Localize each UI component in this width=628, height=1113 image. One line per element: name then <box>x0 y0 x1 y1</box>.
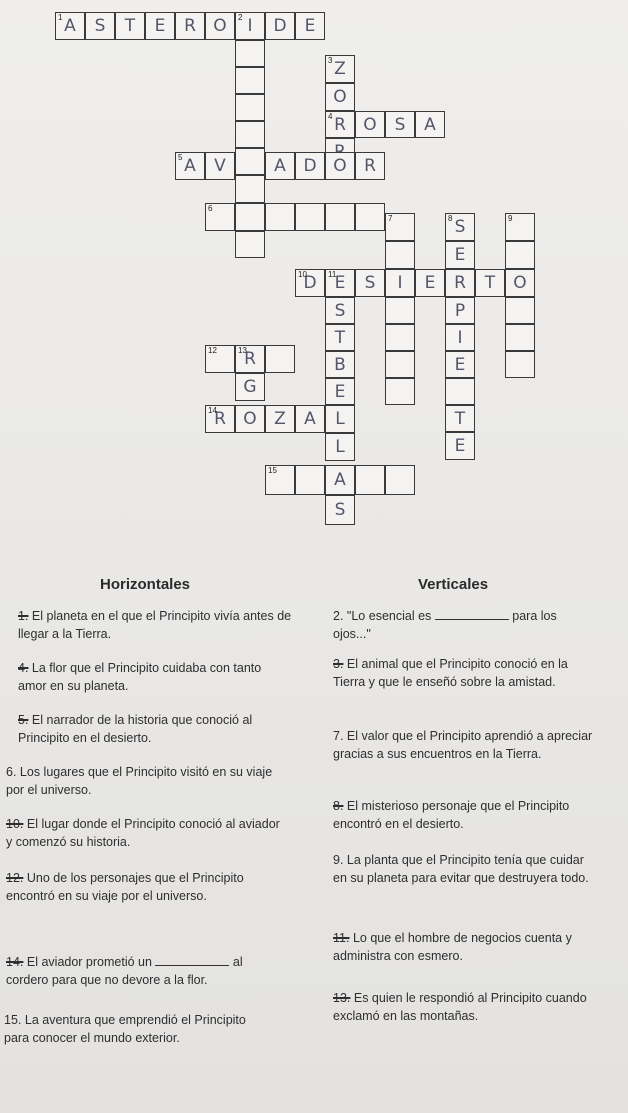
crossword-cell[interactable] <box>445 378 475 405</box>
handwritten-letter: L <box>335 437 345 457</box>
crossword-cell[interactable] <box>385 351 415 378</box>
clue-h-14: 14. El aviador prometió un al cordero para que no devore a la flor. <box>6 955 243 987</box>
handwritten-letter: R <box>244 349 256 369</box>
crossword-cell[interactable] <box>445 213 475 241</box>
handwritten-letter: O <box>243 409 257 429</box>
crossword-cell[interactable] <box>295 465 325 495</box>
crossword-cell[interactable] <box>385 324 415 351</box>
clue-number: 3 <box>328 56 333 65</box>
clue-number: 13 <box>238 346 247 355</box>
crossword-cell[interactable] <box>325 378 355 405</box>
crossword-cell[interactable] <box>295 203 325 231</box>
clue-number: 6 <box>208 204 213 213</box>
clue-number: 11 <box>328 270 337 279</box>
clue-number: 5 <box>178 153 183 162</box>
handwritten-letter: E <box>334 381 346 402</box>
clue-h-4: 4. La flor que el Principito cuidaba con tanto amor en su planeta. <box>18 661 262 693</box>
handwritten-letter: T <box>454 408 466 429</box>
crossword-cell[interactable] <box>325 324 355 351</box>
handwritten-letter: O <box>213 16 227 36</box>
crossword-cell[interactable] <box>445 297 475 324</box>
handwritten-letter: R <box>364 156 376 176</box>
clue-number: 2 <box>238 13 243 22</box>
handwritten-letter: I <box>397 273 403 293</box>
handwritten-letter: E <box>154 16 166 36</box>
crossword-cell[interactable] <box>235 203 265 231</box>
crossword-cell[interactable] <box>385 269 415 297</box>
crossword-cell[interactable] <box>205 405 235 433</box>
clue-h-10: 10. El lugar donde el Principito conoció al aviador y comenzó su historia. <box>6 817 280 849</box>
crossword-cell[interactable] <box>325 269 355 297</box>
clue-h-15: 15. La aventura que emprendió el Principito para conocer el mundo exterior. <box>4 1013 246 1045</box>
clue-v-8: 8. El misterioso personaje que el Principito encontró en el desierto. <box>333 799 570 831</box>
handwritten-letter: Z <box>274 409 286 429</box>
crossword-cell[interactable] <box>175 12 205 40</box>
crossword-cell[interactable] <box>445 269 475 297</box>
handwritten-letter: S <box>334 300 346 321</box>
handwritten-letter: S <box>94 16 106 36</box>
clue-h-6: 6. Los lugares que el Principito visitó en su viaje por el universo. <box>6 765 273 797</box>
crossword-cell[interactable] <box>325 405 355 433</box>
crossword-cell[interactable] <box>235 345 265 373</box>
handwritten-letter: T <box>484 273 496 293</box>
crossword-cell[interactable] <box>325 495 355 525</box>
handwritten-letter: O <box>333 156 347 176</box>
clue-h-12: 12. Uno de los personajes que el Principito encontró en su viaje por el universo. <box>6 871 244 903</box>
handwritten-letter: L <box>335 409 345 429</box>
clue-number: 15 <box>268 466 277 475</box>
crossword-cell[interactable] <box>325 297 355 324</box>
crossword-cell[interactable] <box>235 405 265 433</box>
clue-number: 1 <box>58 13 63 22</box>
crossword-cell[interactable] <box>235 94 265 121</box>
crossword-cell[interactable] <box>295 12 325 40</box>
crossword-cell[interactable] <box>325 465 355 495</box>
clue-v-2: 2. "Lo esencial es para los ojos..." <box>333 609 557 641</box>
clue-number: 7 <box>388 214 393 223</box>
crossword-cell[interactable] <box>325 351 355 378</box>
crossword-cell[interactable] <box>235 40 265 67</box>
crossword-cell[interactable] <box>265 405 295 433</box>
handwritten-letter: R <box>184 16 196 36</box>
handwritten-letter: D <box>303 156 317 176</box>
handwritten-letter: B <box>334 354 346 375</box>
handwritten-letter: I <box>247 16 253 36</box>
handwritten-letter: A <box>64 16 76 36</box>
clue-h-5: 5. El narrador de la historia que conoció al Principito en el desierto. <box>18 713 253 745</box>
clue-number: 4 <box>328 112 333 121</box>
crossword-cell[interactable] <box>325 55 355 83</box>
crossword-cell[interactable] <box>145 12 175 40</box>
crossword-cell[interactable] <box>235 121 265 148</box>
crossword-cell[interactable] <box>385 241 415 269</box>
handwritten-letter: E <box>424 273 436 293</box>
handwritten-letter: Z <box>334 59 346 79</box>
crossword-cell[interactable] <box>505 297 535 324</box>
crossword-cell[interactable] <box>265 152 295 180</box>
handwritten-letter: T <box>124 16 136 36</box>
handwritten-letter: E <box>454 245 466 265</box>
crossword-cell[interactable] <box>415 269 445 297</box>
crossword-cell[interactable] <box>235 373 265 401</box>
handwritten-letter: A <box>184 156 196 176</box>
crossword-cell[interactable] <box>85 12 115 40</box>
handwritten-letter: O <box>333 87 347 107</box>
handwritten-letter: D <box>273 16 287 36</box>
crossword-cell[interactable] <box>265 465 295 495</box>
handwritten-letter: S <box>334 500 346 520</box>
crossword-cell[interactable] <box>355 111 385 138</box>
crossword-cell[interactable] <box>115 12 145 40</box>
handwritten-letter: A <box>334 470 346 490</box>
crossword-cell[interactable] <box>445 351 475 378</box>
crossword-cell[interactable] <box>175 152 205 180</box>
crossword-cell[interactable] <box>235 12 265 40</box>
clue-v-7: 7. El valor que el Principito aprendió a apreciar gracias a sus encuentros en la Tierra. <box>333 729 593 761</box>
crossword-cell[interactable] <box>385 465 415 495</box>
clue-v-9: 9. La planta que el Principito tenía que cuidar en su planeta para evitar que destruyera todo. <box>333 853 589 885</box>
handwritten-letter: E <box>454 354 466 375</box>
crossword-cell[interactable] <box>205 345 235 373</box>
answer-blank[interactable] <box>155 953 229 966</box>
handwritten-letter: G <box>243 377 257 397</box>
crossword-cell[interactable] <box>205 152 235 180</box>
crossword-cell[interactable] <box>265 203 295 231</box>
crossword-cell[interactable] <box>385 378 415 405</box>
crossword-cell[interactable] <box>265 345 295 373</box>
crossword-cell[interactable] <box>295 405 325 433</box>
handwritten-letter: V <box>214 156 226 176</box>
clue-number: 12 <box>208 346 217 355</box>
handwritten-letter: I <box>457 327 463 348</box>
crossword-cell[interactable] <box>355 269 385 297</box>
handwritten-letter: A <box>274 156 286 176</box>
crossword-cell[interactable] <box>55 12 85 40</box>
crossword-cell[interactable] <box>355 465 385 495</box>
crossword-grid <box>0 0 628 540</box>
crossword-cell[interactable] <box>505 241 535 269</box>
crossword-cell[interactable] <box>475 269 505 297</box>
handwritten-letter: S <box>454 217 466 237</box>
crossword-cell[interactable] <box>325 203 355 231</box>
crossword-cell[interactable] <box>295 269 325 297</box>
handwritten-letter: R <box>454 273 466 293</box>
crossword-cell[interactable] <box>505 269 535 297</box>
crossword-cell[interactable] <box>325 83 355 111</box>
handwritten-letter: A <box>424 114 436 135</box>
verticales-heading: Verticales <box>418 576 489 593</box>
handwritten-letter: E <box>454 436 466 456</box>
crossword-cell[interactable] <box>325 433 355 461</box>
crossword-cell[interactable] <box>355 152 385 180</box>
clue-number: 10 <box>298 270 307 279</box>
crossword-cell[interactable] <box>205 12 235 40</box>
clue-v-11: 11. Lo que el hombre de negocios cuenta y administra con esmero. <box>333 931 572 963</box>
crossword-cell[interactable] <box>235 231 265 258</box>
crossword-cell[interactable] <box>325 152 355 180</box>
handwritten-letter: T <box>334 327 346 348</box>
handwritten-letter: A <box>304 409 316 429</box>
clue-v-3: 3. El animal que el Principito conoció en la Tierra y que le enseñó sobre la amistad. <box>333 657 568 689</box>
crossword-cell[interactable] <box>445 241 475 269</box>
crossword-cell[interactable] <box>505 324 535 351</box>
crossword-cell[interactable] <box>325 111 355 138</box>
crossword-cell[interactable] <box>235 175 265 203</box>
crossword-cell[interactable] <box>235 148 265 175</box>
crossword-cell[interactable] <box>505 351 535 378</box>
handwritten-letter: R <box>334 114 346 135</box>
crossword-cell[interactable] <box>415 111 445 138</box>
crossword-cell[interactable] <box>445 324 475 351</box>
handwritten-letter: R <box>214 409 226 429</box>
handwritten-letter: E <box>334 273 346 293</box>
crossword-cell[interactable] <box>385 111 415 138</box>
crossword-cell[interactable] <box>295 152 325 180</box>
handwritten-letter: E <box>304 16 316 36</box>
crossword-cell[interactable] <box>265 12 295 40</box>
crossword-cell[interactable] <box>235 67 265 94</box>
crossword-cell[interactable] <box>355 203 385 231</box>
handwritten-letter: S <box>364 273 376 293</box>
crossword-cell[interactable] <box>445 432 475 460</box>
handwritten-letter: D <box>303 273 317 293</box>
crossword-cell[interactable] <box>505 213 535 241</box>
crossword-cell[interactable] <box>205 203 235 231</box>
crossword-cell[interactable] <box>385 297 415 324</box>
clue-number: 14 <box>208 406 217 415</box>
crossword-cell[interactable] <box>385 213 415 241</box>
handwritten-letter: P <box>454 300 466 321</box>
answer-blank[interactable] <box>435 607 509 620</box>
crossword-cell[interactable] <box>445 405 475 432</box>
clue-number: 9 <box>508 214 513 223</box>
handwritten-letter: O <box>513 273 527 293</box>
handwritten-letter: O <box>363 114 377 135</box>
clue-v-13: 13. Es quien le respondió al Principito cuando exclamó en las montañas. <box>333 991 587 1023</box>
clue-number: 8 <box>448 214 453 223</box>
clue-h-1: 1. El planeta en el que el Principito vivía antes de llegar a la Tierra. <box>18 609 292 641</box>
horizontales-heading: Horizontales <box>100 576 191 593</box>
handwritten-letter: S <box>394 114 406 135</box>
